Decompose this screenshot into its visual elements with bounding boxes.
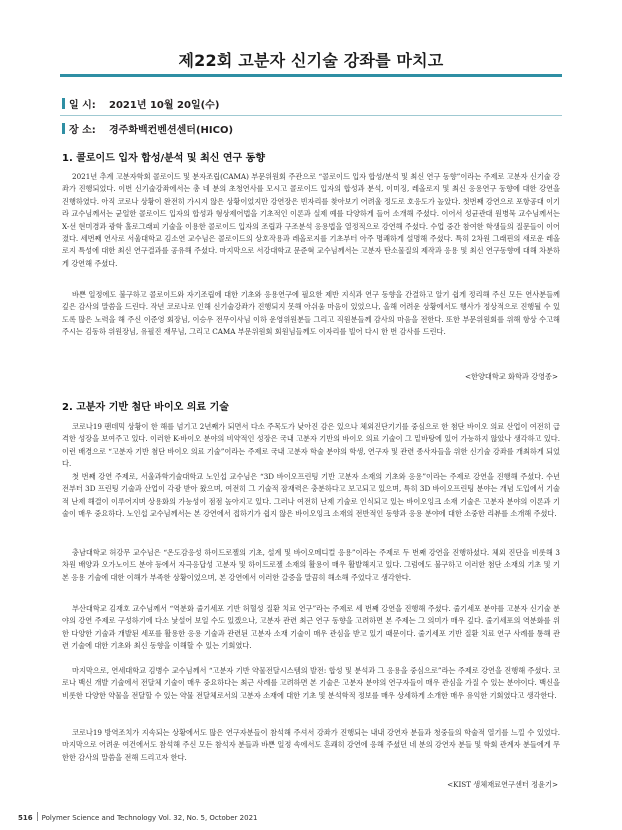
section-1-paragraph-2: 바쁜 일정에도 불구하고 콜로이드와 자기조립에 대한 기초와 응용연구에 필요한 제반 지식과 연구 동향을 간결하고 알기 쉽게 정리해 주신 모든 연사분들께 깊은 감사의 말씀을 드린다. 작년 코로나로 인해 신기술강좌가 진행되지 못해 아쉬움 마음이 있었으나, 올해 어려운 상황에서도 행사가 정상적으로 진행될 수 있도록 많은 노력을 해 주신 이준영 회장님, 이승우 전무이사님 이하 운영위원분들 그리고 직원분들께 감사의 마음을 전한다. 또한 부문위원회를 위해 항상 수고해주시는 김동하 위원장님, 유필진 재무님, 그리고 CAMA 부문위원회 회원님들께도 이자리를 빌어 다시 한 번 감사를 드린다. [62, 290, 560, 337]
date-label: 일 시: [69, 100, 96, 111]
date-value: 2021년 10월 20일(수) [109, 100, 220, 111]
place-value: 경주화백컨벤션센터(HICO) [109, 125, 234, 136]
page-footer [18, 812, 257, 822]
section-2-paragraph-1: 코로나19 팬데믹 상황이 한 해를 넘기고 2년째가 되면서 다소 주목도가 낮아진 감은 있으나 체외진단기기를 중심으로 한 첨단 바이오 의료 산업이 여전히 급격한 성장을 보여주고 있다. 이러한 K-바이오 분야의 비약적인 성장은 국내 고분자 기반의 바이오 의료 기술이 그 밑바탕에 있어 가능하지 않았나 생각하고 있다. 이런 배경으로 “고분자 기반 첨단 바이오 의료 기술”이라는 주제로 국내 고분자 학술 분야의 학생, 연구자 및 관련 종사자들을 위한 신기술 강좌를 개최하게 되었다. [62, 422, 560, 469]
section-1-signature: <한양대학교 화학과 강영종> [465, 372, 558, 381]
place-label: 장 소: [69, 125, 96, 136]
date-bar [62, 98, 65, 109]
section-1-paragraph-1: 2021년 추계 고분자학회 콜로이드 및 분자조립(CAMA) 부문위원회 주관으로 “콜로이드 입자 합성/분석 및 최신 연구 동향”이라는 주제로 고분자 신기술 강좌가 진행되었다. 이번 신기술강좌에서는 총 네 분의 초청연사를 모시고 콜로이드 입자의 합성과 분석, 이미징, 레올로지 및 최신 응용연구 동향에 대한 강연을 진행하였다. 아직 코로나 상황이 완전히 가시지 않은 상황이었지만 강연장은 빈자리를 찾아보기 어려울 정도로 호응도가 높았다. 첫번째 강연으로 포항공대 이기라 교수님께서는 균일한 콜로이드 입자의 합성과 형상제어법을 기초적인 이론과 실제 예를 다양하게 들어 소개해 주셨다. 이어서 성균관대 원병묵 교수님께서는 X-선 현미경과 광학 홀로그래피 기술을 이용한 콜로이드 입자의 조립과 구조분석 응용법을 열정적으로 강연해 주셨다. 수업 중간 참여한 학생들의 질문들이 이어졌다. 세번째 연사로 서울대학교 김소연 교수님은 콜로이드의 상호작용과 레올로지를 기초부터 아주 명쾌하게 설명해 주셨다. 특히 2차원 그래핀의 새로운 레올로지 특성에 대한 최신 연구결과를 공유해 주셨다. 마지막으로 서강대학교 문준혁 교수님께서는 고분자 탄소물질의 제작과 응용 및 최신 연구동향에 대해 차분하게 강연해 주셨다. [62, 172, 560, 268]
section-2-heading: 2. 고분자 기반 첨단 바이오 의료 기술 [62, 402, 229, 413]
place-row [62, 123, 233, 138]
section-1-heading: 1. 콜로이드 입자 합성/분석 및 최신 연구 동향 [62, 153, 265, 164]
journal-name: Polymer Science and Technology Vol. 32, No. 5, October 2021 [41, 814, 258, 822]
title-rule [60, 74, 562, 77]
section-2-paragraph-4: 부산대학교 김재호 교수님께서 “역분화 줄기세포 기반 허혈성 질환 치료 연구”라는 주제로 세 번째 강연을 진행해 주셨다. 줄기세포 분야를 고분자 신기술 분야의 강연 주제로 구성하기에 다소 낯설어 보일 수도 있겠으나, 고분자 관련 최근 연구 동향을 고려하면 본 주제는 그 의미가 매우 깊다. 줄기세포의 역분화를 위한 다양한 기술과 개발된 세포를 활용한 응용 기술과 관련된 고분자 소재 기술이 매우 관심을 받고 있기 때문이다. 줄기세포 기반 질환 치료 연구 사례를 통해 관련 기술에 대한 기초와 최신 동향을 이해할 수 있는 기회였다. [62, 604, 560, 651]
page-title [60, 48, 562, 71]
place-bar [62, 123, 65, 134]
footer-separator [37, 812, 38, 821]
date-row [62, 98, 219, 113]
section-2-paragraph-6: 코로나19 방역조치가 지속되는 상황에서도 많은 연구자분들이 참석해 주셔서 강좌가 진행되는 내내 강연자 분들과 청중들의 학술적 열기를 느낄 수 있었다. 마지막으로 어려운 여건에서도 참석해 주신 모든 참석자 분들과 바쁜 일정 속에서도 흔쾌히 강연에 응해 주셨던 네 분의 강연자 분들 및 학회 관계자 분들에게 무한한 감사의 말씀을 전해 드리고자 한다. [62, 728, 560, 762]
title-text: 제22회 고분자 신기술 강좌를 마치고 [178, 51, 444, 70]
page-number: 516 [18, 814, 33, 822]
section-2-signature: <KIST 생체재료연구센터 정윤기> [447, 780, 558, 789]
section-2-paragraph-5: 마지막으로, 연세대학교 김병수 교수님께서 “고분자 기반 약물전달시스템의 발전: 합성 및 분석과 그 응용을 중심으로”라는 주제로 강연을 진행해 주셨다. 코로나 백신 개발 기술에서 전달체 기술이 매우 중요하다는 최근 사례를 고려하면 본 기술은 고분자 분야의 연구자들이 매우 관심을 가질 수 있는 분야이다. 백신을 비롯한 다양한 약물을 전달할 수 있는 약물 전달체로서의 고분자 소재에 대한 기초 및 분석학적 정보를 매우 상세하게 소개한 매우 유익한 기회였다고 생각한다. [62, 666, 560, 700]
section-2-paragraph-3: 충남대학교 허강무 교수님은 “온도감응성 하이드로젤의 기초, 설계 및 바이오메디컬 응용”이라는 주제로 두 번째 강연을 진행하셨다. 체외 진단을 비롯해 3차원 배양과 오가노이드 분야 등에서 자극응답성 고분자 및 하이드로젤 소재의 활용이 매우 활발해지고 있다. 그럼에도 불구하고 이러한 첨단 소재의 기초 및 기본 응용 기술에 대한 이해가 부족한 상황이었으며, 본 강연에서 이러한 갈증을 말끔히 해소해 주었다고 생각한다. [62, 548, 560, 582]
info-divider [60, 115, 562, 116]
section-2-paragraph-2: 첫 번째 강연 주제로, 서울과학기술대학교 노인섭 교수님은 “3D 바이오프린팅 기반 고분자 소재의 기초와 응용”이라는 주제로 강연을 진행해 주셨다. 수년 전부터 3D 프린팅 기술과 산업이 각광 받아 왔으며, 여전히 그 기술적 잠재력은 충분하다고 보고되고 있으며, 특히 3D 바이오프린팅 분야는 개념 도입에서 기술적 난제 해결이 이루어지며 상용화의 가능성이 점점 높아지고 있다. 그러나 여전히 난제 기술로 인식되고 있는 바이오잉크 소재 기술은 고분자 분야의 이론과 기술이 매우 중요하다. 노인섭 교수님께서는 본 강연에서 접하기가 쉽지 않은 바이오잉크 소재의 전반적인 동향과 응용 분야에 대한 소중한 리뷰를 소개해 주셨다. [62, 472, 560, 519]
